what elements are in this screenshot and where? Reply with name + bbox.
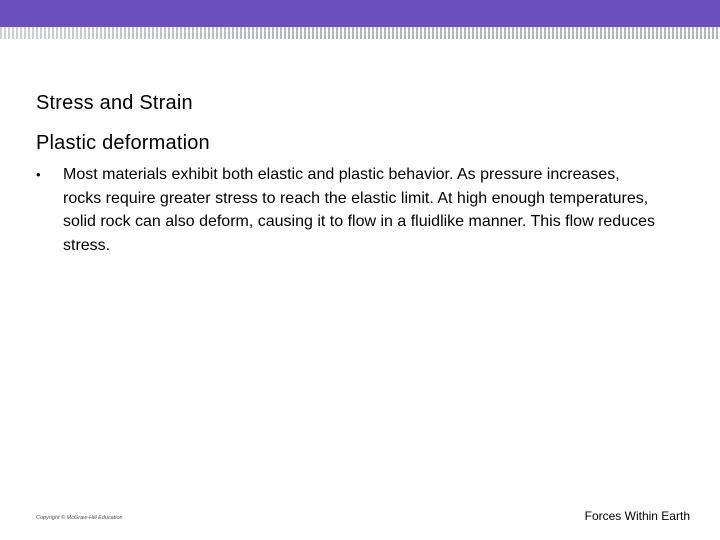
copyright-notice: Copyright © McGraw-Hill Education (36, 515, 123, 521)
bullet-list (36, 163, 656, 257)
footer-chapter-title: Forces Within Earth (584, 509, 690, 523)
header-dash-strip (0, 27, 720, 39)
bullet-text: Most materials exhibit both elastic and plastic behavior. As pressure increases, rocks require greater stress to reach the elastic limit. At high enough temperatures, solid rock can also deform, causing it to flow in a fluidlike manner. This flow reduces stress. (63, 166, 655, 254)
bullet-item (36, 163, 656, 257)
bullet-marker: • (36, 167, 41, 182)
slide-subtitle: Plastic deformation (36, 132, 210, 154)
header-bar (0, 0, 720, 27)
slide-title: Stress and Strain (36, 92, 193, 114)
